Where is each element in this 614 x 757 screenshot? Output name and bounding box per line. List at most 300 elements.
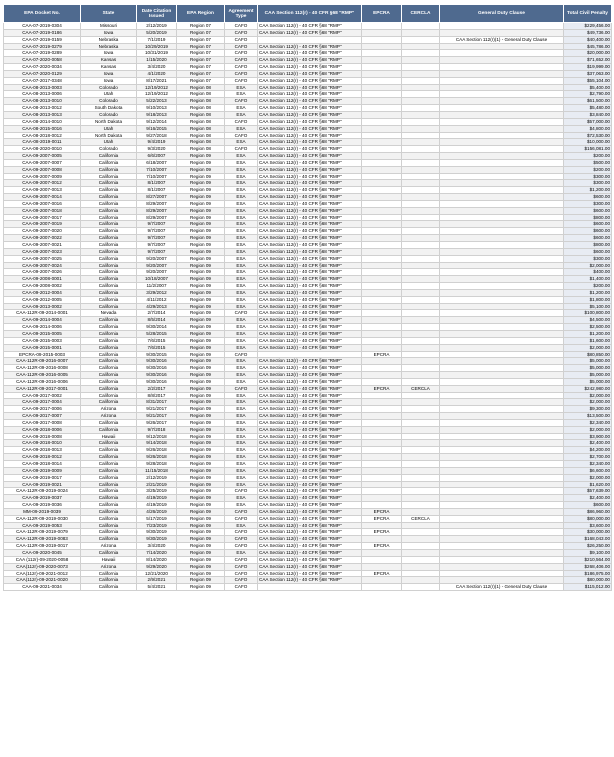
table-row[interactable]: [4, 29, 612, 36]
epcra-cell: [362, 173, 402, 180]
agreement-cell: ESA: [225, 289, 258, 296]
table-row[interactable]: [4, 194, 612, 201]
cercla-cell: [402, 358, 440, 365]
state-cell: California: [81, 358, 137, 365]
table-row[interactable]: [4, 214, 612, 221]
date-cell: 8/8/2017: [137, 392, 177, 399]
table-row[interactable]: [4, 556, 612, 563]
docket-cell: CAA-09-2012-0005: [4, 296, 81, 303]
table-row[interactable]: [4, 330, 612, 337]
epcra-cell: [362, 563, 402, 570]
agreement-cell: CAFO: [225, 70, 258, 77]
table-row[interactable]: [4, 289, 612, 296]
state-cell: California: [81, 549, 137, 556]
state-cell: California: [81, 508, 137, 515]
state-cell: Nebraska: [81, 43, 137, 50]
docket-cell: CAA-09-2007-0016: [4, 200, 81, 207]
date-cell: 2/2/2017: [137, 385, 177, 392]
state-cell: California: [81, 200, 137, 207]
table-row[interactable]: [4, 317, 612, 324]
epcra-cell: [362, 556, 402, 563]
state-cell: California: [81, 159, 137, 166]
table-row[interactable]: [4, 365, 612, 372]
state-cell: California: [81, 495, 137, 502]
state-cell: California: [81, 536, 137, 543]
region-cell: Region 09: [177, 577, 225, 584]
date-cell: 3/4/2020: [137, 543, 177, 550]
date-cell: 9/18/2013: [137, 111, 177, 118]
col-header-region[interactable]: EPA Region: [177, 5, 225, 23]
date-cell: 2/21/2019: [137, 481, 177, 488]
epcra-cell: [362, 105, 402, 112]
penalty-cell: $26,250.00: [564, 543, 612, 550]
penalty-cell: $2,000.00: [564, 426, 612, 433]
rmp-cell: [258, 36, 362, 43]
general-duty-cell: [440, 98, 564, 105]
docket-cell: CAA-09-2008-0001: [4, 276, 81, 283]
general-duty-cell: [440, 221, 564, 228]
region-cell: Region 09: [177, 214, 225, 221]
table-row[interactable]: [4, 549, 612, 556]
state-cell: Nebraska: [81, 36, 137, 43]
table-row[interactable]: [4, 43, 612, 50]
penalty-cell: $57,000.00: [564, 118, 612, 125]
rmp-cell: CAA Section 112(r) - 40 CFR §68 "RMP": [258, 508, 362, 515]
agreement-cell: CAFO: [225, 351, 258, 358]
cercla-cell: [402, 269, 440, 276]
agreement-cell: ESA: [225, 324, 258, 331]
table-row[interactable]: [4, 36, 612, 43]
agreement-cell: CAFO: [225, 543, 258, 550]
table-row[interactable]: [4, 57, 612, 64]
docket-cell: CAA-07-2019-0186: [4, 29, 81, 36]
table-row[interactable]: [4, 255, 612, 262]
epcra-cell: [362, 549, 402, 556]
epcra-cell: [362, 584, 402, 591]
agreement-cell: ESA: [225, 522, 258, 529]
cercla-cell: [402, 549, 440, 556]
table-row[interactable]: [4, 426, 612, 433]
epcra-cell: [362, 159, 402, 166]
agreement-cell: CAFO: [225, 508, 258, 515]
table-row[interactable]: [4, 406, 612, 413]
epcra-cell: [362, 454, 402, 461]
penalty-cell: $268,406.00: [564, 563, 612, 570]
date-cell: 7/14/2020: [137, 549, 177, 556]
general-duty-cell: [440, 310, 564, 317]
rmp-cell: CAA Section 112(r) - 40 CFR §68 "RMP": [258, 330, 362, 337]
col-header-general-duty[interactable]: General Duty Clause: [440, 5, 564, 23]
table-row[interactable]: [4, 474, 612, 481]
table-row[interactable]: [4, 200, 612, 207]
rmp-cell: CAA Section 112(r) - 40 CFR §68 "RMP": [258, 502, 362, 509]
table-row[interactable]: [4, 180, 612, 187]
region-cell: Region 09: [177, 461, 225, 468]
table-row[interactable]: [4, 118, 612, 125]
table-row[interactable]: [4, 296, 612, 303]
table-row[interactable]: [4, 276, 612, 283]
penalty-cell: $2,000.00: [564, 262, 612, 269]
rmp-cell: CAA Section 112(r) - 40 CFR §68 "RMP": [258, 43, 362, 50]
agreement-cell: CAFO: [225, 64, 258, 71]
table-row[interactable]: [4, 488, 612, 495]
table-row[interactable]: [4, 481, 612, 488]
region-cell: Region 09: [177, 508, 225, 515]
table-row[interactable]: [4, 508, 612, 515]
table-row[interactable]: [4, 337, 612, 344]
table-row[interactable]: [4, 207, 612, 214]
general-duty-cell: [440, 502, 564, 509]
cercla-cell: CERCLA: [402, 515, 440, 522]
state-cell: California: [81, 255, 137, 262]
epcra-cell: [362, 536, 402, 543]
general-duty-cell: [440, 488, 564, 495]
docket-cell: CAA(112r)-09-2021-0012: [4, 570, 81, 577]
region-cell: Region 09: [177, 330, 225, 337]
epcra-cell: [362, 337, 402, 344]
epcra-cell: [362, 481, 402, 488]
penalty-cell: $5,400.00: [564, 84, 612, 91]
epcra-cell: [362, 502, 402, 509]
rmp-cell: CAA Section 112(r) - 40 CFR §68 "RMP": [258, 276, 362, 283]
agreement-cell: CAFO: [225, 488, 258, 495]
epcra-cell: [362, 303, 402, 310]
general-duty-cell: [440, 29, 564, 36]
table-row[interactable]: [4, 91, 612, 98]
table-row[interactable]: [4, 228, 612, 235]
docket-cell: CAA-09-2007-0009: [4, 173, 81, 180]
region-cell: Region 08: [177, 132, 225, 139]
cercla-cell: [402, 180, 440, 187]
table-row[interactable]: [4, 577, 612, 584]
epcra-cell: [362, 488, 402, 495]
penalty-cell: $2,000.00: [564, 474, 612, 481]
table-row[interactable]: [4, 173, 612, 180]
table-row[interactable]: [4, 392, 612, 399]
docket-cell: CAA-09-2019-0037: [4, 495, 81, 502]
table-row[interactable]: [4, 98, 612, 105]
table-row[interactable]: [4, 132, 612, 139]
docket-cell: CAA-09-2020-0045: [4, 549, 81, 556]
region-cell: Region 09: [177, 207, 225, 214]
state-cell: Colorado: [81, 84, 137, 91]
date-cell: 9/21/2017: [137, 413, 177, 420]
agreement-cell: ESA: [225, 153, 258, 160]
table-row[interactable]: [4, 187, 612, 194]
penalty-cell: $2,000.00: [564, 399, 612, 406]
rmp-cell: CAA Section 112(r) - 40 CFR §68 "RMP": [258, 358, 362, 365]
table-row[interactable]: [4, 515, 612, 522]
rmp-cell: CAA Section 112(r) - 40 CFR §68 "RMP": [258, 413, 362, 420]
table-row[interactable]: [4, 467, 612, 474]
table-row[interactable]: [4, 378, 612, 385]
state-cell: California: [81, 248, 137, 255]
docket-cell: CAA-09-2019-0036: [4, 502, 81, 509]
region-cell: Region 07: [177, 29, 225, 36]
table-row[interactable]: [4, 221, 612, 228]
col-header-epcra[interactable]: EPCRA: [362, 5, 402, 23]
region-cell: Region 08: [177, 125, 225, 132]
general-duty-cell: [440, 324, 564, 331]
region-cell: Region 09: [177, 200, 225, 207]
general-duty-cell: [440, 378, 564, 385]
table-row[interactable]: [4, 77, 612, 84]
region-cell: Region 08: [177, 84, 225, 91]
penalty-cell: $168,043.00: [564, 536, 612, 543]
table-row[interactable]: [4, 351, 612, 358]
table-row[interactable]: [4, 235, 612, 242]
general-duty-cell: [440, 159, 564, 166]
table-row[interactable]: [4, 461, 612, 468]
epcra-cell: [362, 235, 402, 242]
col-header-rmp[interactable]: CAA Section 112(r) - 40 CFR §68 "RMP": [258, 5, 362, 23]
docket-cell: CAA-08-2013-0006: [4, 91, 81, 98]
agreement-cell: CAFO: [225, 43, 258, 50]
rmp-cell: CAA Section 112(r) - 40 CFR §68 "RMP": [258, 242, 362, 249]
agreement-cell: ESA: [225, 173, 258, 180]
region-cell: Region 09: [177, 365, 225, 372]
agreement-cell: CAFO: [225, 77, 258, 84]
rmp-cell: CAA Section 112(r) - 40 CFR §68 "RMP": [258, 549, 362, 556]
docket-cell: CAA-09-2007-0007: [4, 159, 81, 166]
table-row[interactable]: [4, 146, 612, 153]
table-row[interactable]: [4, 584, 612, 591]
date-cell: 9/7/2018: [137, 426, 177, 433]
cercla-cell: [402, 235, 440, 242]
table-row[interactable]: [4, 310, 612, 317]
state-cell: California: [81, 522, 137, 529]
state-cell: California: [81, 262, 137, 269]
table-row[interactable]: [4, 269, 612, 276]
general-duty-cell: [440, 474, 564, 481]
col-header-penalty[interactable]: Total Civil Penalty: [564, 5, 612, 23]
penalty-cell: $1,200.00: [564, 289, 612, 296]
agreement-cell: ESA: [225, 406, 258, 413]
rmp-cell: CAA Section 112(r) - 40 CFR §68 "RMP": [258, 543, 362, 550]
table-row[interactable]: [4, 242, 612, 249]
date-cell: 12/19/2012: [137, 91, 177, 98]
docket-cell: CAA-112R-09-2019-0083: [4, 536, 81, 543]
docket-cell: CAA-09-2007-0021: [4, 242, 81, 249]
table-row[interactable]: [4, 324, 612, 331]
state-cell: Utah: [81, 139, 137, 146]
penalty-cell: $800.00: [564, 242, 612, 249]
cercla-cell: [402, 378, 440, 385]
date-cell: 9/27/2018: [137, 132, 177, 139]
agreement-cell: CAFO: [225, 577, 258, 584]
docket-cell: CAA-09-2007-0025: [4, 255, 81, 262]
table-row[interactable]: [4, 419, 612, 426]
rmp-cell: CAA Section 112(r) - 40 CFR §68 "RMP": [258, 303, 362, 310]
penalty-cell: $1,200.00: [564, 330, 612, 337]
region-cell: Region 09: [177, 351, 225, 358]
table-row[interactable]: [4, 543, 612, 550]
region-cell: Region 09: [177, 399, 225, 406]
region-cell: Region 09: [177, 337, 225, 344]
region-cell: Region 08: [177, 111, 225, 118]
docket-cell: CAA-09-2017-0004: [4, 399, 81, 406]
docket-cell: CAA-112R-09-2019-0017: [4, 543, 81, 550]
agreement-cell: ESA: [225, 474, 258, 481]
epcra-cell: [362, 296, 402, 303]
general-duty-cell: [440, 440, 564, 447]
region-cell: Region 09: [177, 467, 225, 474]
rmp-cell: CAA Section 112(r) - 40 CFR §68 "RMP": [258, 23, 362, 30]
cercla-cell: [402, 146, 440, 153]
agreement-cell: ESA: [225, 242, 258, 249]
epcra-cell: [362, 84, 402, 91]
table-row[interactable]: [4, 153, 612, 160]
general-duty-cell: [440, 235, 564, 242]
table-row[interactable]: [4, 447, 612, 454]
penalty-cell: $20,000.00: [564, 50, 612, 57]
table-row[interactable]: [4, 303, 612, 310]
general-duty-cell: [440, 187, 564, 194]
general-duty-cell: [440, 337, 564, 344]
table-row[interactable]: [4, 105, 612, 112]
table-row[interactable]: [4, 159, 612, 166]
region-cell: Region 09: [177, 324, 225, 331]
table-row[interactable]: [4, 70, 612, 77]
table-row[interactable]: [4, 454, 612, 461]
date-cell: 3/25/2019: [137, 488, 177, 495]
region-cell: Region 09: [177, 180, 225, 187]
table-row[interactable]: [4, 372, 612, 379]
epcra-cell: [362, 447, 402, 454]
table-row[interactable]: [4, 283, 612, 290]
epcra-cell: [362, 214, 402, 221]
general-duty-cell: [440, 276, 564, 283]
table-row[interactable]: [4, 433, 612, 440]
penalty-cell: $5,000.00: [564, 372, 612, 379]
docket-cell: CAA-09-2007-0019: [4, 221, 81, 228]
table-row[interactable]: [4, 84, 612, 91]
region-cell: Region 08: [177, 105, 225, 112]
general-duty-cell: [440, 365, 564, 372]
rmp-cell: CAA Section 112(r) - 40 CFR §68 "RMP": [258, 385, 362, 392]
cercla-cell: [402, 166, 440, 173]
agreement-cell: ESA: [225, 125, 258, 132]
date-cell: 11/15/2018: [137, 467, 177, 474]
general-duty-cell: [440, 70, 564, 77]
cercla-cell: [402, 111, 440, 118]
table-row[interactable]: [4, 385, 612, 392]
docket-cell: CAA-09-2007-0012: [4, 180, 81, 187]
col-header-date[interactable]: Date Citation Issued: [137, 5, 177, 23]
penalty-cell: $37,063.00: [564, 70, 612, 77]
date-cell: 7/23/2019: [137, 522, 177, 529]
state-cell: California: [81, 344, 137, 351]
region-cell: Region 07: [177, 50, 225, 57]
agreement-cell: ESA: [225, 194, 258, 201]
date-cell: 9/30/2019: [137, 536, 177, 543]
table-row[interactable]: [4, 139, 612, 146]
table-row[interactable]: [4, 440, 612, 447]
table-row[interactable]: [4, 570, 612, 577]
state-cell: California: [81, 577, 137, 584]
general-duty-cell: [440, 515, 564, 522]
col-header-agreement[interactable]: Agreement Type: [225, 5, 258, 23]
rmp-cell: CAA Section 112(r) - 40 CFR §68 "RMP": [258, 289, 362, 296]
agreement-cell: CAFO: [225, 132, 258, 139]
table-row[interactable]: [4, 23, 612, 30]
col-header-state[interactable]: State: [81, 5, 137, 23]
table-row[interactable]: [4, 563, 612, 570]
state-cell: California: [81, 570, 137, 577]
table-row[interactable]: [4, 262, 612, 269]
agreement-cell: ESA: [225, 426, 258, 433]
table-row[interactable]: [4, 522, 612, 529]
rmp-cell: CAA Section 112(r) - 40 CFR §68 "RMP": [258, 64, 362, 71]
docket-cell: CAA-09-2007-0024: [4, 262, 81, 269]
state-cell: Iowa: [81, 70, 137, 77]
general-duty-cell: [440, 242, 564, 249]
table-row[interactable]: [4, 125, 612, 132]
region-cell: Region 09: [177, 269, 225, 276]
table-row[interactable]: [4, 529, 612, 536]
region-cell: Region 09: [177, 522, 225, 529]
state-cell: Utah: [81, 91, 137, 98]
cercla-cell: [402, 337, 440, 344]
docket-cell: CAA(112r)-09-2020-0073: [4, 563, 81, 570]
table-row[interactable]: [4, 495, 612, 502]
table-row[interactable]: [4, 111, 612, 118]
state-cell: California: [81, 166, 137, 173]
table-row[interactable]: [4, 248, 612, 255]
table-row[interactable]: [4, 64, 612, 71]
cercla-cell: [402, 529, 440, 536]
docket-cell: CAA-112R-09-2019-0079: [4, 529, 81, 536]
table-row[interactable]: [4, 358, 612, 365]
table-row[interactable]: [4, 536, 612, 543]
general-duty-cell: [440, 91, 564, 98]
general-duty-cell: [440, 358, 564, 365]
table-row[interactable]: [4, 50, 612, 57]
rmp-cell: CAA Section 112(r) - 40 CFR §68 "RMP": [258, 84, 362, 91]
table-row[interactable]: [4, 413, 612, 420]
cercla-cell: [402, 296, 440, 303]
docket-cell: CAA-112R-09-2016-0008: [4, 365, 81, 372]
agreement-cell: CAFO: [225, 556, 258, 563]
penalty-cell: $1,800.00: [564, 296, 612, 303]
epcra-cell: [362, 248, 402, 255]
general-duty-cell: [440, 180, 564, 187]
general-duty-cell: [440, 111, 564, 118]
penalty-cell: $600.00: [564, 221, 612, 228]
penalty-cell: $200.00: [564, 153, 612, 160]
date-cell: 4/11/2012: [137, 296, 177, 303]
region-cell: Region 09: [177, 433, 225, 440]
penalty-cell: $100,800.00: [564, 310, 612, 317]
table-row[interactable]: [4, 502, 612, 509]
region-cell: Region 08: [177, 139, 225, 146]
region-cell: Region 09: [177, 296, 225, 303]
table-row[interactable]: [4, 399, 612, 406]
col-header-cercla[interactable]: CERCLA: [402, 5, 440, 23]
state-cell: Utah: [81, 125, 137, 132]
col-header-docket[interactable]: EPA Docket No.: [4, 5, 81, 23]
docket-cell: CAA-09-2018-0010: [4, 440, 81, 447]
cercla-cell: [402, 283, 440, 290]
docket-cell: CAA-09-2019-0009: [4, 467, 81, 474]
docket-cell: CAA-08-2018-0012: [4, 132, 81, 139]
table-row[interactable]: [4, 166, 612, 173]
penalty-cell: $2,000.00: [564, 344, 612, 351]
docket-cell: CAA-09-2015-0001: [4, 344, 81, 351]
table-row[interactable]: [4, 344, 612, 351]
penalty-cell: $600.00: [564, 228, 612, 235]
agreement-cell: ESA: [225, 502, 258, 509]
